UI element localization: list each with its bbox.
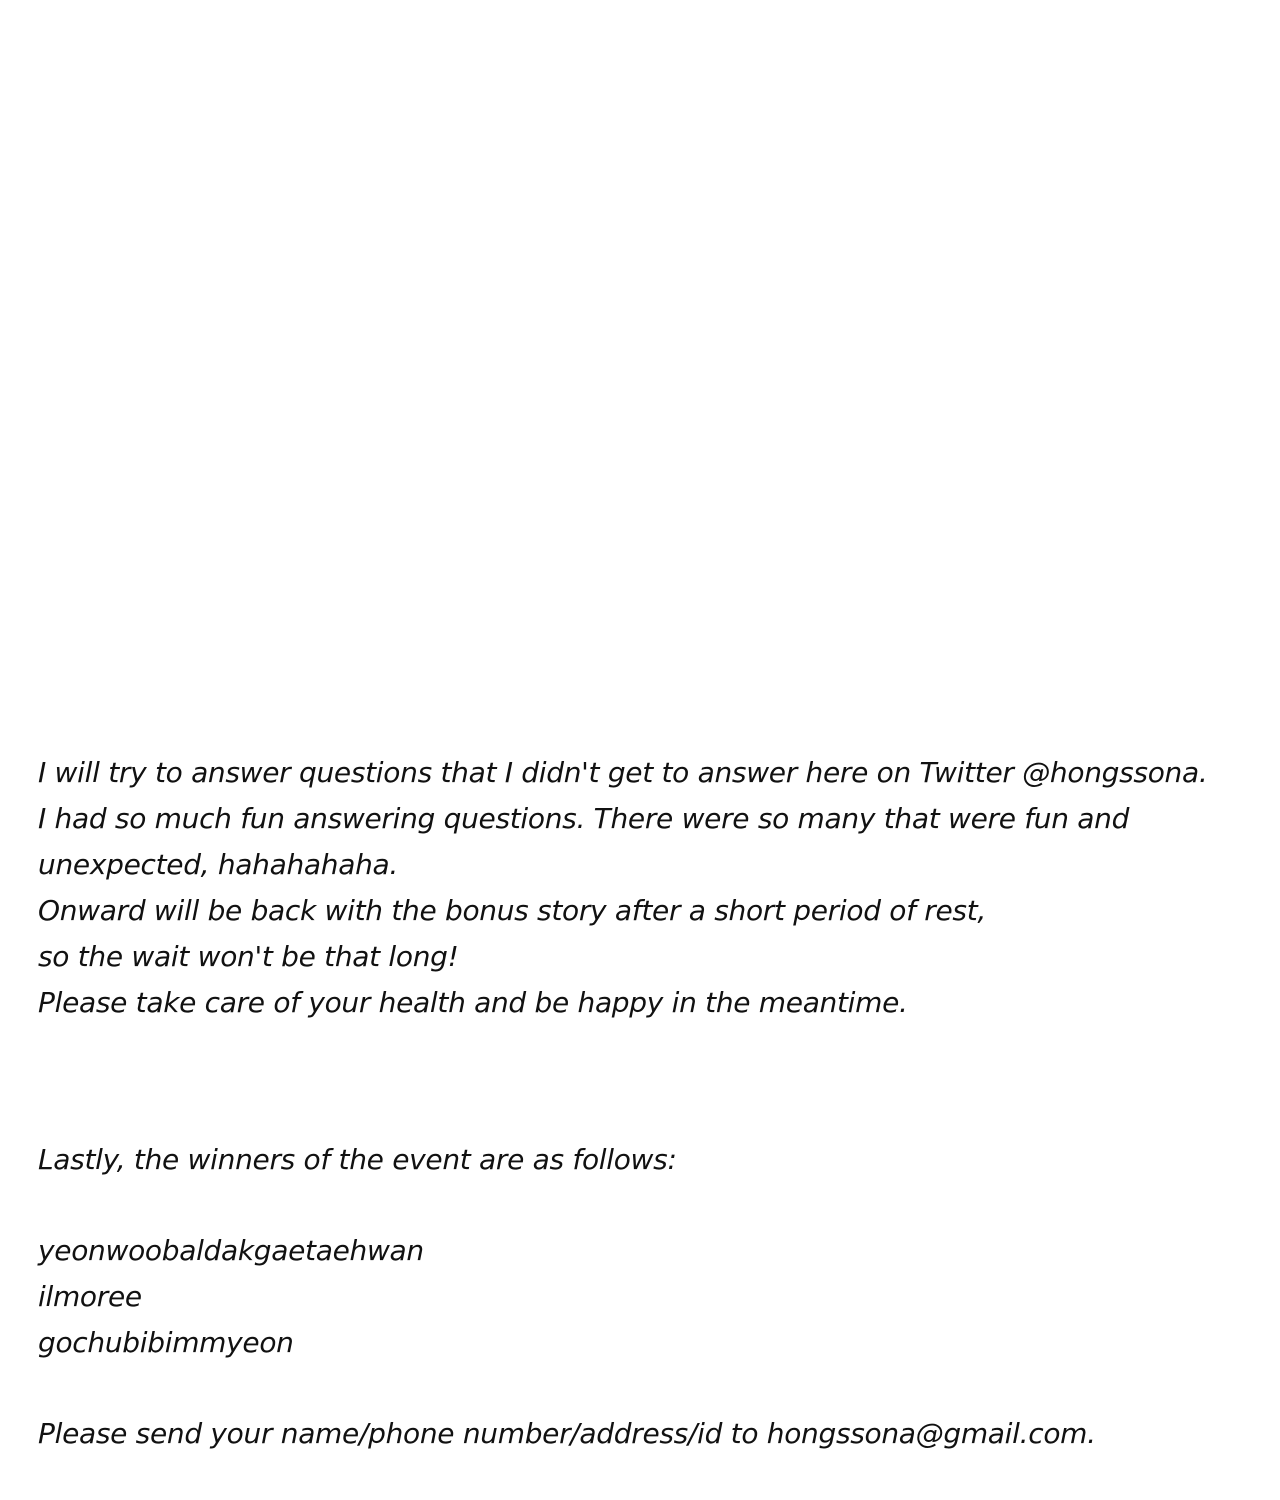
winner-name: yeonwoobaldakgaetaehwan (38, 1234, 424, 1267)
winners-heading: Lastly, the winners of the event are as follows: (38, 1143, 677, 1176)
winner-name: gochubibimmyeon (38, 1326, 294, 1359)
message-line: Please take care of your health and be happy in the meantime. (38, 986, 908, 1019)
message-line: so the wait won't be that long! (38, 940, 459, 973)
message-line: I had so much fun answering questions. There were so many that were fun and (38, 802, 1130, 835)
winners-list (38, 1228, 1268, 1366)
contact-instructions (38, 1411, 1268, 1457)
message-line: unexpected, hahahahaha. (38, 848, 398, 881)
message-line: Onward will be back with the bonus story after a short period of rest, (38, 894, 986, 927)
winner-name: ilmoree (38, 1280, 142, 1313)
author-message (38, 750, 1268, 1026)
message-line: I will try to answer questions that I didn't get to answer here on Twitter @hongssona. (38, 756, 1208, 789)
contact-text: Please send your name/phone number/address/id to hongssona@gmail.com. (38, 1417, 1096, 1450)
winners-section (38, 1137, 1268, 1183)
